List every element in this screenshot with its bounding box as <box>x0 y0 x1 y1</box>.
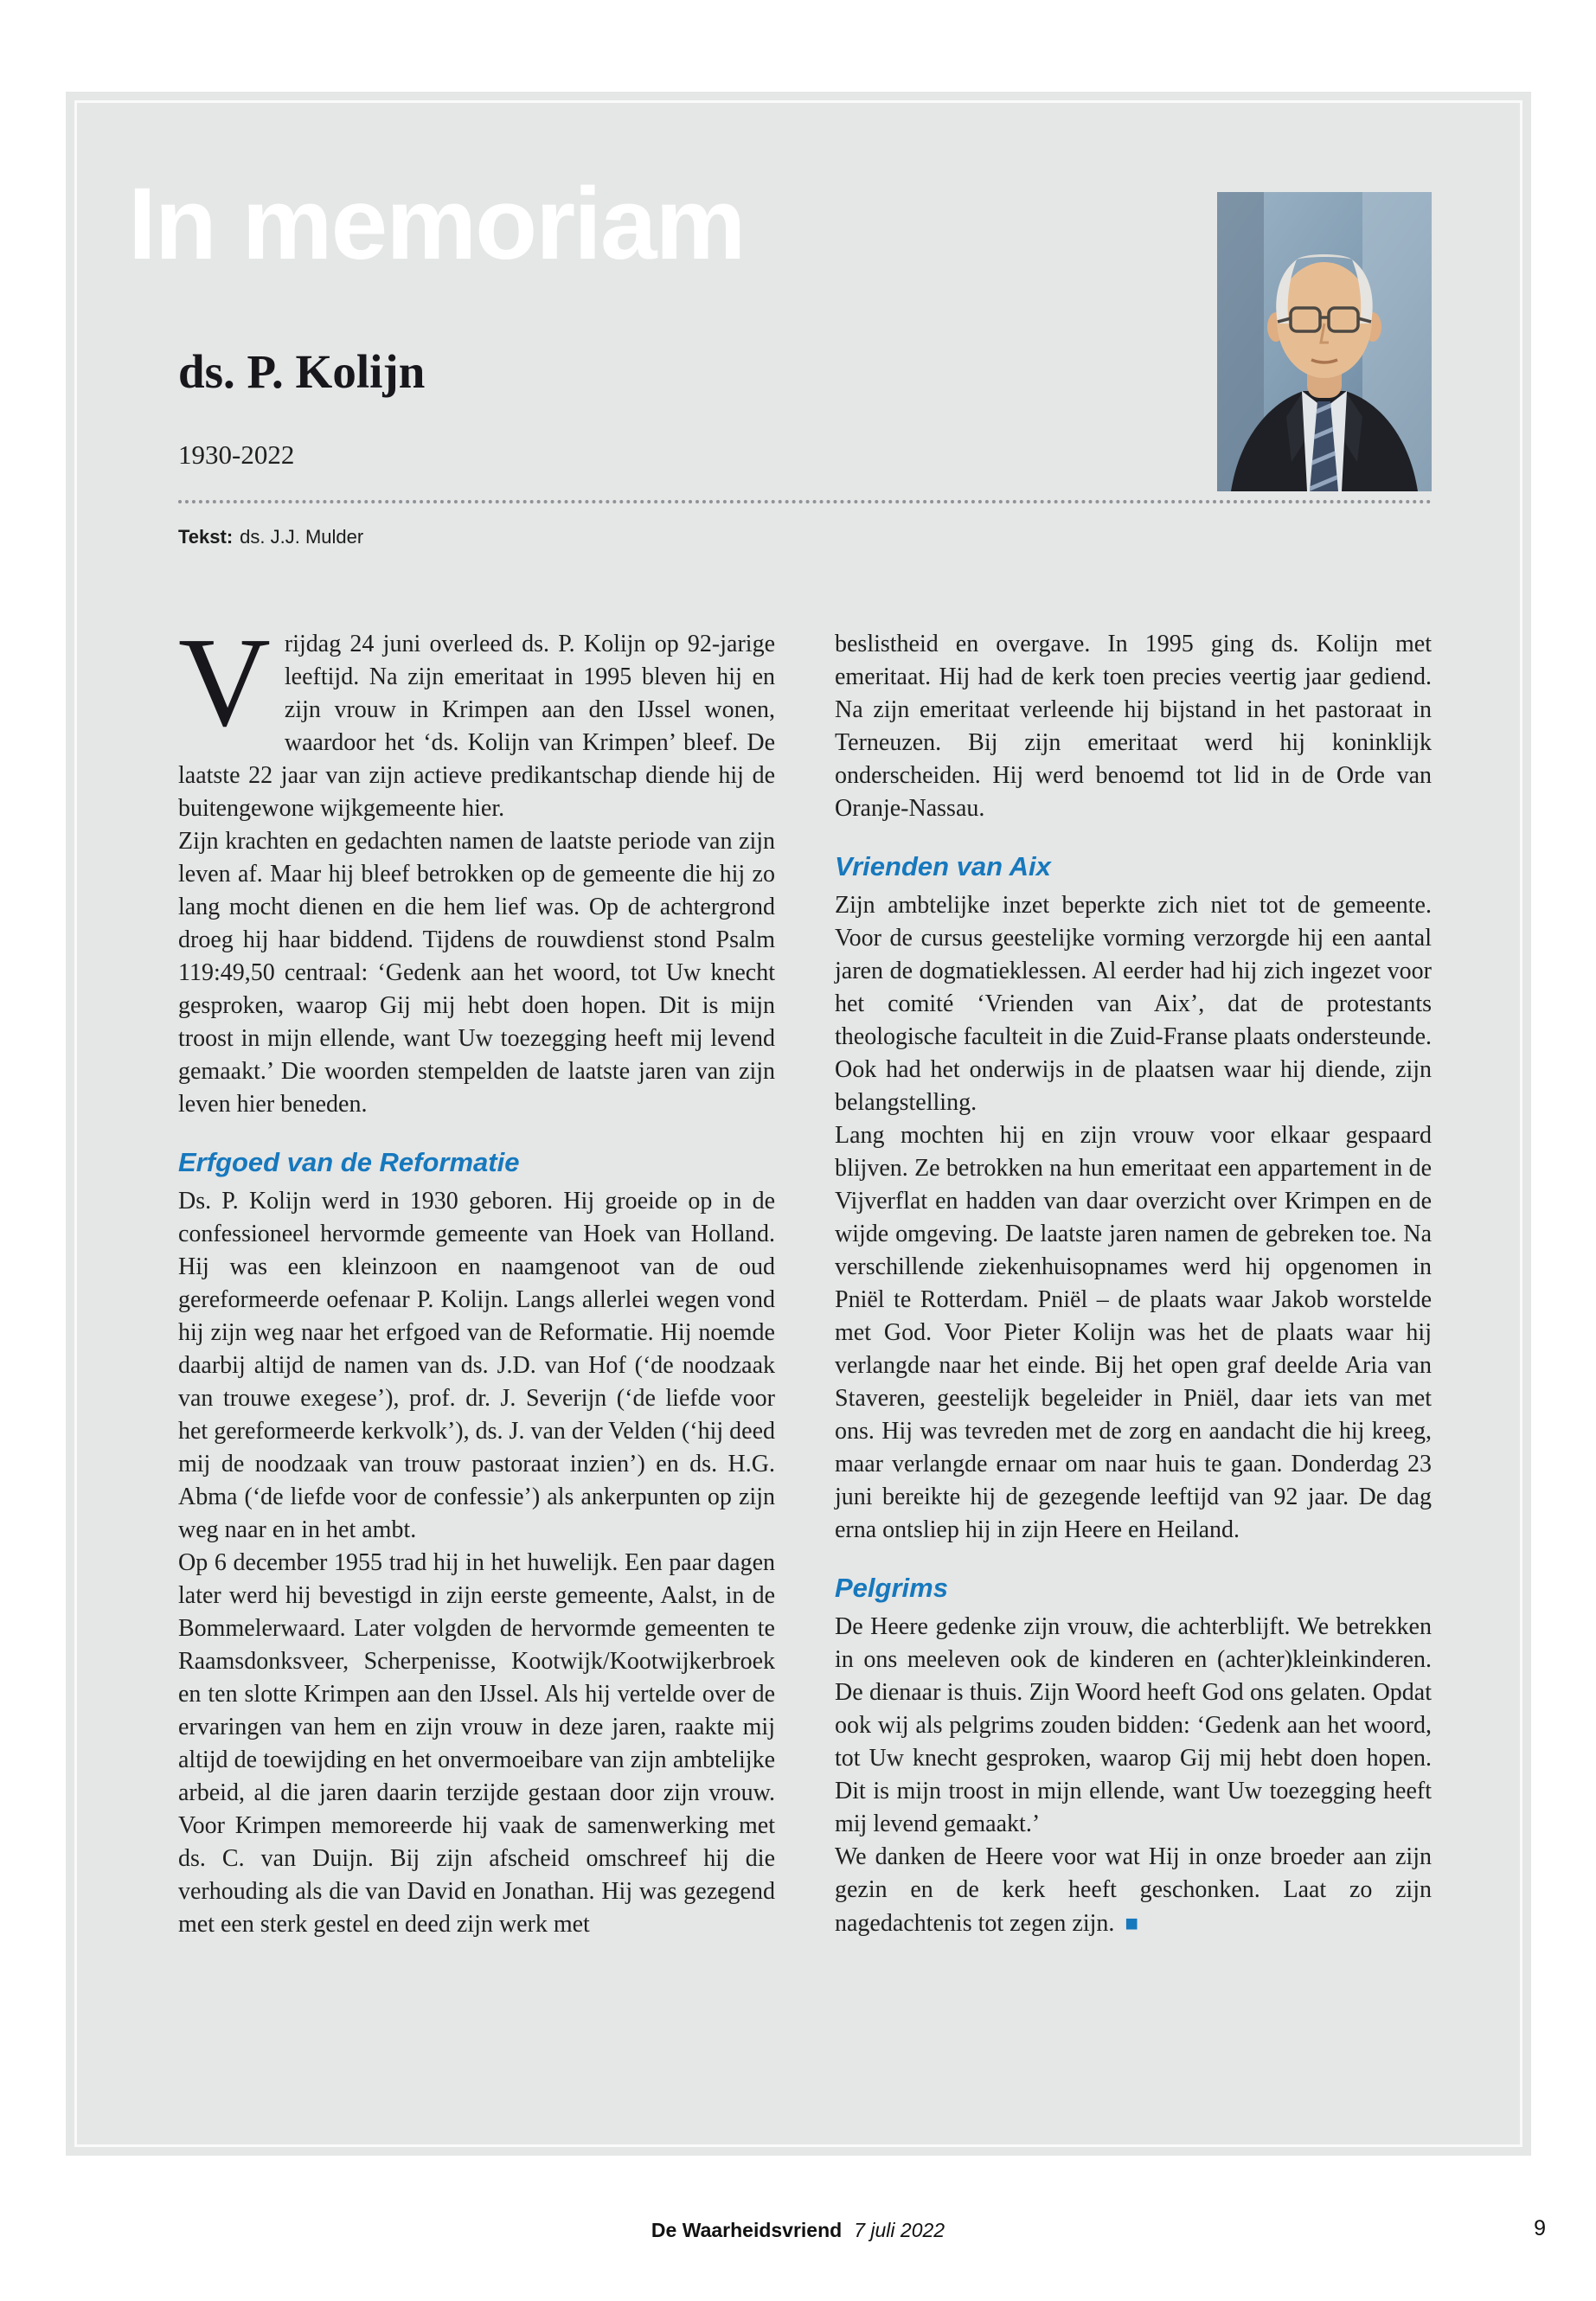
lead-text: rijdag 24 juni overleed ds. P. Kolijn op 92-jarige leeftijd. Na zijn emeritaat in 1995 bleven hij en zijn vrouw in Krimpen aan den IJssel wonen, waardoor het ‘ds. Kolijn van Krimpen’ bleef. De laatste 22 jaar van zijn actieve predikantschap diende hij de buitengewone wijkgemeente hier. <box>178 631 775 822</box>
dropcap: V <box>178 612 271 753</box>
portrait-photo <box>1217 192 1432 491</box>
article-column-1 <box>178 612 775 1941</box>
paragraph: Lang mochten hij en zijn vrouw voor elkaar gespaard blijven. Ze betrokken na hun emeritaat een appartement in de Vijverflat en hadden van daar overzicht over Krimpen en de wijde omgeving. De laatste jaren namen de gebreken toe. Na verschillende ziekenhuisopnames werd hij opgenomen in Pniël te Rotterdam. Pniël – de plaats waar Jakob worstelde met God. Voor Pieter Kolijn was het de plaats waar hij verlangde naar het einde. Bij het open graf deelde Aria van Staveren, geestelijk begeleider in Pniël, daar iets van met ons. Hij was tevreden met de zorg en aandacht die hij kreeg, maar verlangde ernaar om naar huis te gaan. Donderdag 23 juni bereikte hij de gezegende leeftijd van 92 jaar. De dag erna ontsliep hij in zijn Heere en Heiland. <box>835 1122 1432 1543</box>
section-heading-erfgoed: Erfgoed van de Reformatie <box>178 1147 520 1177</box>
section-heading-vrienden: Vrienden van Aix <box>835 851 1051 881</box>
dotted-divider <box>178 500 1432 503</box>
section-heading-pelgrims: Pelgrims <box>835 1573 948 1603</box>
paragraph: Zijn krachten en gedachten namen de laatste periode van zijn leven af. Maar hij bleef betrokken op de gemeente die hij zo lang mocht dienen en die hem lief was. Op de achtergrond droeg hij haar biddend. Tijdens de rouwdienst stond Psalm 119:49,50 centraal: ‘Gedenk aan het woord, tot Uw knecht gesproken, waarop Gij mij hebt doen hopen. Dit is mijn troost in mijn ellende, want Uw toezegging heeft mij levend gemaakt.’ Die woorden stempelden de laatste jaren van zijn leven hier beneden. <box>178 828 775 1118</box>
issue-date: 7 juli 2022 <box>854 2219 945 2241</box>
paragraph: Ds. P. Kolijn werd in 1930 geboren. Hij groeide op in de confessioneel hervormde gemeente van Hoek van Holland. Hij was een kleinzoon en naamgenoot van de oud gereformeerde oefenaar P. Kolijn. Langs allerlei wegen vond hij zijn weg naar het erfgoed van de Reformatie. Hij noemde daarbij altijd de namen van ds. J.D. van Hof (‘de noodzaak van trouwe exegese’), prof. dr. J. Severijn (‘de liefde voor het gereformeerde kerkvolk’), ds. J. van der Velden (‘hij deed mij de noodzaak van trouw pastoraat inzien’) en ds. H.G. Abma (‘de liefde voor de confessie’) als ankerpunten op zijn weg naar en in het ambt. <box>178 1188 775 1543</box>
page-footer <box>0 2219 1596 2242</box>
page-title: In memoriam <box>128 167 745 281</box>
byline-label: Tekst: <box>178 526 234 548</box>
closing-text: We danken de Heere voor wat Hij in onze broeder aan zijn gezin en de kerk heeft geschonken. Laat zo zijn nagedachtenis tot zegen zijn. <box>835 1843 1432 1937</box>
portrait-illustration <box>1217 192 1432 491</box>
page-number: 9 <box>1534 2216 1546 2240</box>
lead-paragraph <box>178 612 775 825</box>
end-mark: ■ <box>1125 1910 1139 1936</box>
byline-author: ds. J.J. Mulder <box>240 526 364 548</box>
years-range: 1930-2022 <box>178 439 295 470</box>
paragraph: Zijn ambtelijke inzet beperkte zich niet tot de gemeente. Voor de cursus geestelijke vorming verzorgde hij een aantal jaren de dogmatieklessen. Al eerder had hij zich ingezet voor het comité ‘Vrienden van Aix’, dat de protestants theologische faculteit in die Zuid-Franse plaats ondersteunde. Ook had het onderwijs in de plaatsen waar hij diende, zijn belangstelling. <box>835 892 1432 1116</box>
magazine-name: De Waarheidsvriend <box>651 2219 843 2241</box>
paragraph: beslistheid en overgave. In 1995 ging ds. Kolijn met emeritaat. Hij had de kerk toen precies veertig jaar gediend. Na zijn emeritaat verleende hij bijstand in het pastoraat in Terneuzen. Bij zijn emeritaat werd hij koninklijk onderscheiden. Hij werd benoemd tot lid in de Orde van Oranje-Nassau. <box>835 631 1432 822</box>
article-column-2 <box>835 628 1432 1941</box>
article-body <box>178 612 1432 1941</box>
paragraph: Op 6 december 1955 trad hij in het huwelijk. Een paar dagen later werd hij bevestigd in zijn eerste gemeente, Aalst, in de Bommelerwaard. Later volgden de hervormde gemeenten te Raamsdonksveer, Scherpenisse, Kootwijk/Kootwijkerbroek en ten slotte Krimpen aan den IJssel. Als hij vertelde over de ervaringen van hem en zijn vrouw in deze jaren, raakte mij altijd de toewijding en het onvermoeibare van zijn ambtelijke arbeid, al die jaren daarin terzijde gestaan door zijn vrouw. Voor Krimpen memoreerde hij vaak de samenwerking met ds. C. van Duijn. Bij zijn afscheid omschreef hij die verhouding als die van David en Jonathan. Hij was gezegend met een sterk gestel en deed zijn werk met <box>178 1549 775 1938</box>
article-panel <box>66 92 1531 2156</box>
paragraph: De Heere gedenke zijn vrouw, die achterblijft. We betrekken in ons meeleven ook de kinderen en (achter)kleinkinderen. De dienaar is thuis. Zijn Woord heeft God ons gelaten. Opdat ook wij als pelgrims zouden bidden: ‘Gedenk aan het woord, tot Uw knecht gesproken, waarop Gij mij hebt doen hopen. Dit is mijn troost in mijn ellende, want Uw toezegging heeft mij levend gemaakt.’ <box>835 1613 1432 1837</box>
person-name: ds. P. Kolijn <box>178 345 426 398</box>
byline <box>178 526 363 548</box>
closing-paragraph <box>835 1841 1432 1940</box>
